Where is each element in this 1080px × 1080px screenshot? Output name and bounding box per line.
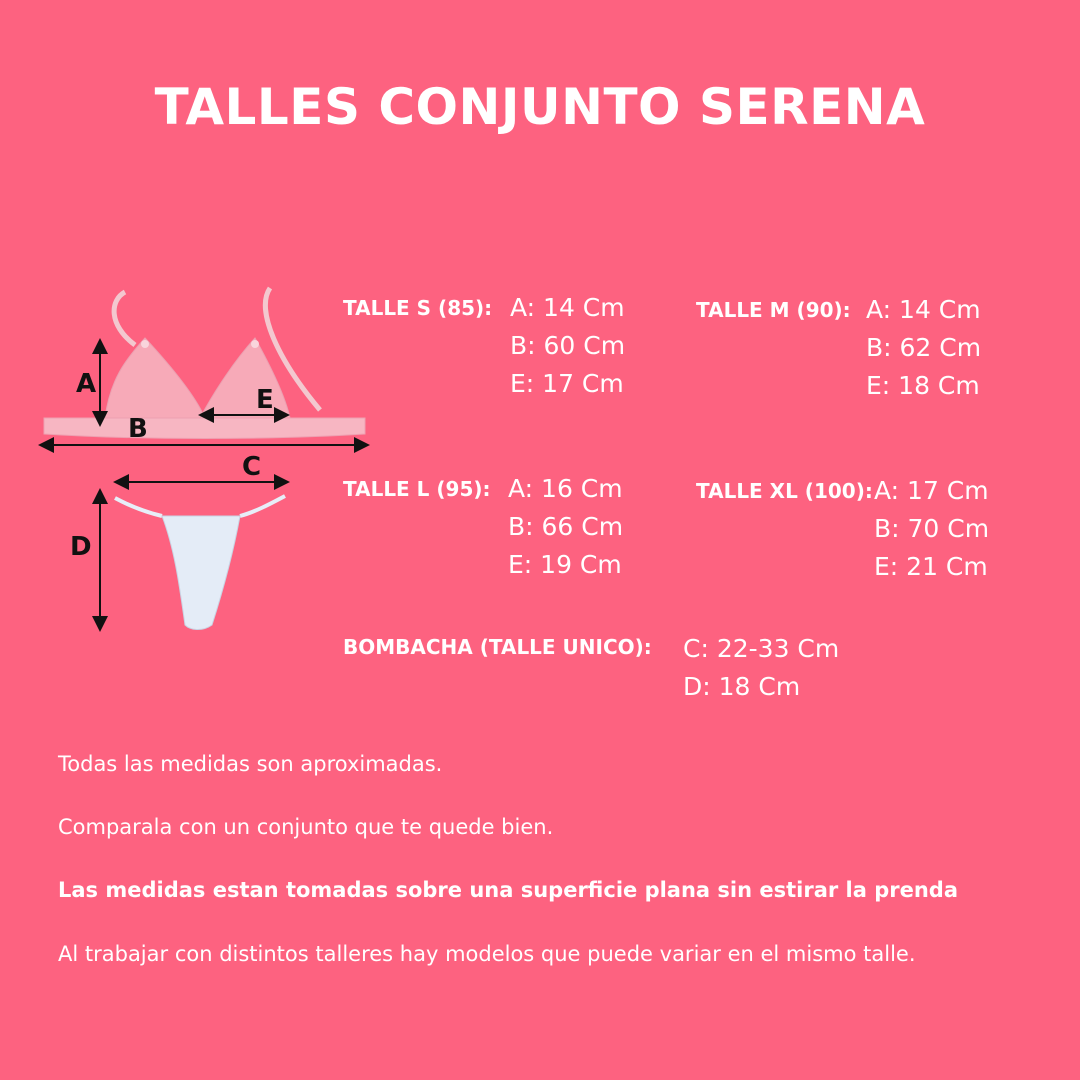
size-xl-value-b: B: 70 Cm [874,514,990,543]
size-m-label: TALLE M (90): [696,298,851,322]
measure-label-a: A [76,369,97,399]
note-flat-surface: Las medidas estan tomadas sobre una superficie plana sin estirar la prenda [58,878,959,902]
note-compare: Comparala con un conjunto que te quede bien. [58,815,554,839]
size-xl-label: TALLE XL (100): [696,479,873,503]
size-s-value-a: A: 14 Cm [510,293,625,322]
bottom-illustration [115,496,285,630]
size-l-value-b: B: 66 Cm [508,512,624,541]
size-l-value-a: A: 16 Cm [508,474,623,503]
bottom-value-d: D: 18 Cm [683,672,801,701]
size-xl-value-e: E: 21 Cm [874,552,988,581]
bottom-value-c: C: 22-33 Cm [683,634,840,663]
size-l-value-e: E: 19 Cm [508,550,622,579]
size-l-label: TALLE L (95): [343,477,491,501]
size-s-value-e: E: 17 Cm [510,369,624,398]
size-m-value-a: A: 14 Cm [866,295,981,324]
page-title: TALLES CONJUNTO SERENA [154,78,926,136]
size-s-label: TALLE S (85): [343,296,493,320]
measure-label-e: E [256,385,274,415]
measure-label-b: B [128,414,148,444]
note-approximate: Todas las medidas son aproximadas. [58,752,443,776]
note-workshops: Al trabajar con distintos talleres hay modelos que puede variar en el mismo talle. [58,942,916,966]
bottom-size-label: BOMBACHA (TALLE UNICO): [343,635,652,659]
garment-measurement-diagram [30,280,380,640]
size-m-value-e: E: 18 Cm [866,371,980,400]
size-m-value-b: B: 62 Cm [866,333,982,362]
size-s-value-b: B: 60 Cm [510,331,626,360]
measure-label-c: C [242,452,262,482]
measure-label-d: D [70,532,92,562]
size-xl-value-a: A: 17 Cm [874,476,989,505]
